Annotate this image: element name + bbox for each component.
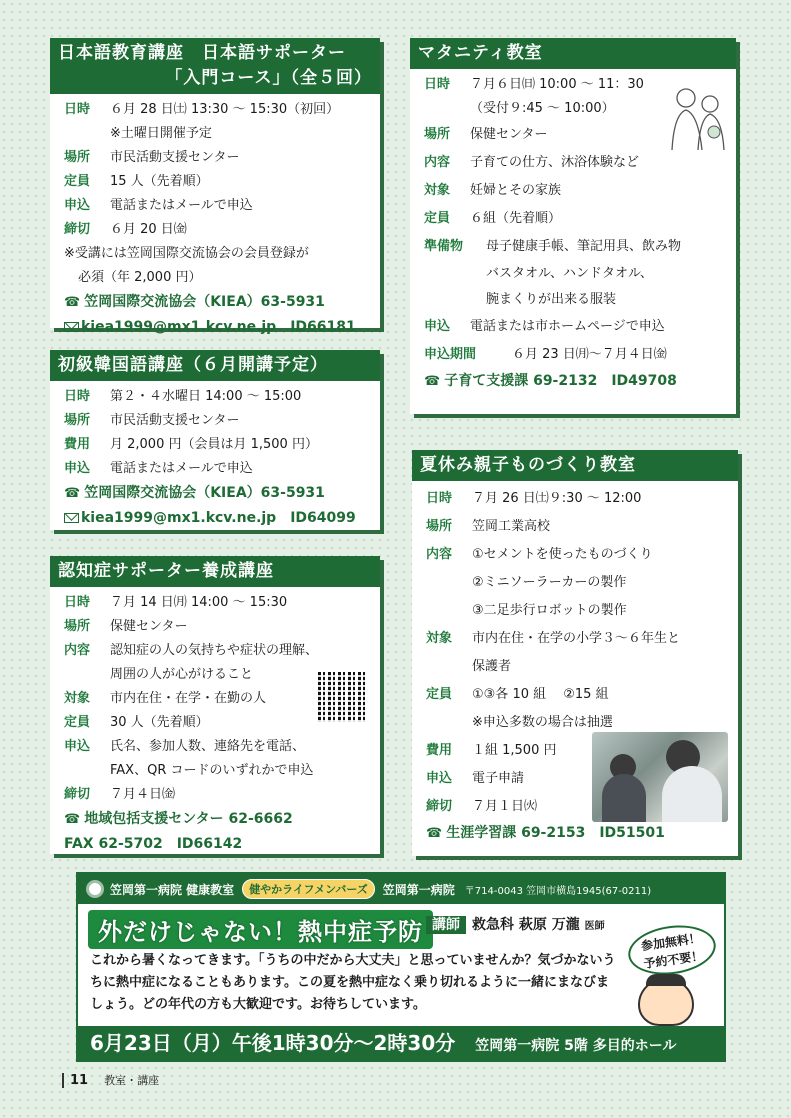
deadline-label: 締切 [64, 787, 91, 802]
free-badge [625, 920, 719, 980]
title-line-2: 「入門コース」（全５回） [165, 68, 372, 88]
capacity-value: ６組（先着順） [470, 211, 562, 226]
target-value: 市内在住・在学の小学３～６年生と [472, 631, 681, 646]
family-illustration-icon [666, 84, 730, 154]
apply-label: 申込 [64, 461, 91, 476]
fax-line [64, 832, 370, 857]
apply-value: 電話または市ホームページで申込 [470, 319, 665, 334]
page-number: 11 [62, 1073, 88, 1088]
apply-label: 申込 [64, 739, 91, 754]
id-code: ID66181 [290, 319, 356, 335]
banner-text: これから暑くなってきます。「うちの中だから大丈夫」と思っていませんか？気づかないうちに熱中症になることもあります。この夏を熱中症なく乗り切れるように一緒にまなびましょう。どの年代の方も大歓迎です。お待ちしています。 [90, 953, 616, 1012]
members-pill: 健やかライフメンバーズ [242, 879, 375, 899]
contact-text: 笠岡国際交流協会（KIEA）63-5931 [84, 485, 325, 501]
fee-value: 月 2,000 円（会員は月 1,500 円） [110, 437, 318, 452]
event-date: 6月23日（月）午後1時30分～2時30分 [90, 1031, 456, 1055]
page-footer [62, 1072, 159, 1088]
banner-date-bar [78, 1026, 724, 1060]
title-line-1: 日本語教育講座 日本語サポーター [58, 43, 346, 63]
email-link[interactable]: kiea1999@mx1.kcv.ne.jp [81, 510, 277, 526]
place-value: 市民活動支援センター [110, 413, 240, 428]
capacity-note: ※申込多数の場合は抽選 [472, 715, 613, 730]
email-line [64, 315, 370, 340]
hospital-name-2: 笠岡第一病院 [382, 882, 455, 897]
lecturer-name: 救急科 萩原 万瀧 [472, 917, 580, 933]
place-value: 保健センター [470, 127, 548, 142]
deadline-label: 締切 [64, 222, 91, 237]
hospital-name: 笠岡第一病院 健康教室 [110, 882, 235, 897]
fee-label: 費用 [64, 437, 91, 452]
phone-icon: ☎ [64, 295, 81, 310]
target-label: 対象 [426, 631, 453, 646]
free-text-2: 予約不要！ [642, 948, 705, 972]
health-class-banner [76, 872, 726, 1062]
target-label: 対象 [424, 183, 451, 198]
email-line [64, 506, 370, 531]
contact-text: 笠岡国際交流協会（KIEA）63-5931 [84, 294, 325, 310]
date-label: 日時 [64, 595, 91, 610]
deadline-label: 締切 [426, 799, 453, 814]
contact-line [64, 807, 370, 832]
target-value-2: 保護者 [472, 659, 512, 674]
japanese-course-title [50, 38, 380, 94]
fax-text: FAX 62-5702 [64, 836, 163, 852]
date-value: ７月６日㈰ 10:00 ～ 11：30 [470, 77, 644, 92]
content-value: 認知症の人の気持ちや症状の理解、 [110, 643, 319, 658]
contact-line [64, 290, 370, 315]
items-label: 準備物 [424, 239, 464, 254]
membership-note: ※受講には笠岡国際交流協会の会員登録が [64, 246, 309, 261]
phone-icon: ☎ [64, 812, 81, 827]
date-label: 日時 [64, 102, 91, 117]
target-label: 対象 [64, 691, 91, 706]
deadline-value: ６月 20 日㈮ [110, 222, 187, 237]
lecturer-role: 医師 [584, 921, 605, 932]
qr-code[interactable] [318, 672, 368, 722]
date-label: 日時 [424, 77, 451, 92]
capacity-label: 定員 [64, 174, 91, 189]
place-value: 保健センター [110, 619, 188, 634]
date-value: ６月 28 日㈯ 13:30 ～ 15:30（初回） [110, 102, 340, 117]
maternity-class-title: マタニティ教室 [410, 38, 736, 69]
place-label: 場所 [424, 127, 451, 142]
korean-course-title: 初級韓国語講座（６月開講予定） [50, 350, 380, 381]
deadline-value: ７月１日㈫ [472, 799, 538, 814]
date-label: 日時 [426, 491, 453, 506]
items-value-3: 腕まくりが出来る服装 [486, 292, 617, 307]
place-value: 市民活動支援センター [110, 150, 240, 165]
phone-icon: ☎ [424, 374, 441, 389]
place-label: 場所 [64, 413, 91, 428]
date-value: ７月 14 日㈪ 14:00 ～ 15:30 [110, 595, 288, 610]
contact-line [426, 821, 728, 846]
place-label: 場所 [64, 150, 91, 165]
id-code: ID66142 [176, 836, 243, 852]
items-value-2: バスタオル、ハンドタオル、 [486, 266, 653, 281]
hospital-address: 〒714-0043 笠岡市横島1945(67-0211) [464, 885, 652, 897]
phone-icon: ☎ [64, 486, 81, 501]
content-label: 内容 [424, 155, 451, 170]
content-value-3: ③二足歩行ロボットの製作 [472, 603, 627, 618]
event-venue: 笠岡第一病院 5階 多目的ホール [475, 1038, 677, 1054]
workshop-photo [592, 732, 728, 822]
apply-value-2: FAX、QR コードのいずれかで申込 [110, 763, 314, 778]
period-value: ６月 23 日㈪～７月４日㈮ [512, 347, 667, 362]
capacity-value: 30 人（先着順） [110, 715, 209, 730]
contact-line [424, 369, 726, 394]
apply-value: 電話またはメールで申込 [110, 198, 253, 213]
hospital-logo-icon [86, 880, 104, 898]
content-label: 内容 [64, 643, 91, 658]
date-value: 第２・４水曜日 14:00 ～ 15:00 [110, 389, 302, 404]
email-link[interactable]: kiea1999@mx1.kcv.ne.jp [81, 319, 277, 335]
dementia-course-title: 認知症サポーター養成講座 [50, 556, 380, 587]
fee-value: １組 1,500 円 [472, 743, 557, 758]
content-value: 子育ての仕方、沐浴体験など [470, 155, 640, 170]
target-value: 妊婦とその家族 [470, 183, 562, 198]
place-label: 場所 [64, 619, 91, 634]
content-value-2: 周囲の人が心がけること [110, 667, 254, 682]
date-value: ７月 26 日㈯９:30 ～ 12:00 [472, 491, 642, 506]
place-value: 笠岡工業高校 [472, 519, 551, 534]
content-label: 内容 [426, 547, 453, 562]
lecturer-tag: 講師 [426, 916, 466, 934]
banner-header [78, 874, 724, 904]
content-value: ①セメントを使ったものづくり [472, 547, 653, 562]
id-code: ID64099 [290, 510, 356, 526]
date-label: 日時 [64, 389, 91, 404]
apply-value: 電話またはメールで申込 [110, 461, 253, 476]
apply-value: 氏名、参加人数、連絡先を電話、 [110, 739, 306, 754]
place-label: 場所 [426, 519, 453, 534]
contact-text: 地域包括支援センター 62-6662 [84, 811, 293, 827]
maternity-class-box [410, 38, 736, 414]
items-value: 母子健康手帳、筆記用具、飲み物 [486, 239, 682, 254]
japanese-course-box [50, 38, 380, 335]
apply-value: 電子申請 [472, 771, 525, 786]
date-note: ※土曜日開催予定 [110, 126, 212, 141]
capacity-label: 定員 [64, 715, 91, 730]
date-reception: （受付９:45 ～ 10:00） [470, 101, 615, 116]
banner-title: 外だけじゃない！熱中症予防 [88, 910, 433, 949]
dementia-course-box [50, 556, 380, 854]
capacity-value: ①③各 10 組 ②15 組 [472, 687, 609, 702]
contact-line [64, 481, 370, 506]
apply-label: 申込 [64, 198, 91, 213]
capacity-label: 定員 [426, 687, 453, 702]
period-label: 申込期間 [424, 347, 477, 362]
phone-icon: ☎ [426, 826, 443, 841]
contact-text: 子育て支援課 69-2132 [444, 373, 598, 389]
target-value: 市内在住・在学・在勤の人 [110, 691, 267, 706]
summer-craft-title: 夏休み親子ものづくり教室 [412, 450, 738, 481]
deadline-value: ７月４日㈮ [110, 787, 176, 802]
summer-craft-box [412, 450, 738, 856]
sweating-boy-icon [638, 978, 694, 1026]
id-code: ID51501 [599, 825, 665, 841]
capacity-label: 定員 [424, 211, 451, 226]
apply-label: 申込 [424, 319, 451, 334]
fee-label: 費用 [426, 743, 453, 758]
apply-label: 申込 [426, 771, 453, 786]
id-code: ID49708 [611, 373, 677, 389]
free-text-1: 参加無料！ [640, 930, 702, 954]
membership-note-2: 必須（年 2,000 円） [78, 270, 202, 285]
contact-text: 生涯学習課 69-2153 [446, 825, 586, 841]
mail-icon [64, 322, 79, 332]
capacity-value: 15 人（先着順） [110, 174, 209, 189]
section-label: 教室・講座 [104, 1074, 160, 1087]
korean-course-box [50, 350, 380, 530]
lecturer-line [426, 914, 605, 934]
content-value-2: ②ミニソーラーカーの製作 [472, 575, 627, 590]
mail-icon [64, 513, 79, 523]
